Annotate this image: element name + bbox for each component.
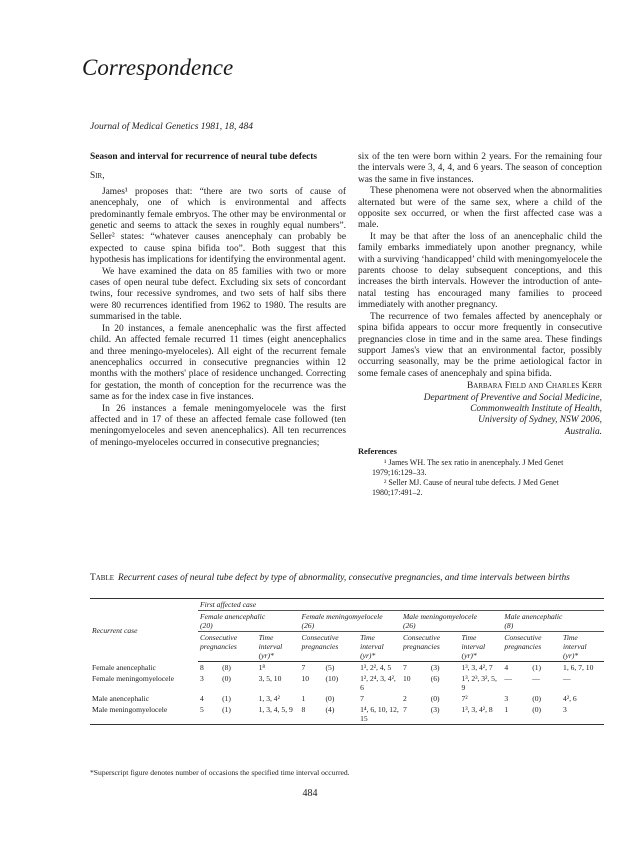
table-cell: 3	[504, 694, 509, 703]
table-caption	[90, 573, 604, 585]
table-cell: 7²	[461, 694, 468, 703]
reference-2: ² Seller MJ. Cause of neural tube defects. J Med Genet 1980;17:491–2.	[372, 477, 559, 497]
table-cell: 1³, 3, 4², 8	[460, 704, 503, 725]
table-cell: 1², 2⁴, 3, 4², 6	[360, 674, 396, 692]
paragraph-3: In 20 instances, a female anencephalic was the first affected child. An affected female recurred 11 times (eight anencephalics and three meningo-myeloceles). All eight of the recurrent female anencephalics occurred in consecutive pregnancies within 12 months with the mothers' place of residence unchanged. Correcting for gestation, the month of conception for the recurrence was the same as for the index case in five instances.	[90, 323, 346, 403]
table-row	[90, 673, 604, 693]
table-cell: 7	[360, 694, 364, 703]
table-cell: (1)	[222, 694, 231, 703]
subheader-interval-1: Time interval (yr)*	[257, 632, 300, 662]
row-label: Female meningomyelocele	[92, 674, 175, 683]
group-header-female-meningomyelocele: Female meningomyelocele (26)	[299, 611, 400, 632]
section-title: Correspondence	[82, 55, 234, 80]
table-cell: 3, 5, 10	[258, 674, 282, 683]
table-cell: (0)	[530, 704, 561, 725]
table-cell: (1)	[220, 704, 257, 725]
salutation: Sir,	[90, 171, 105, 182]
table-cell: 1³, 2², 4, 5	[360, 663, 392, 672]
table-cell: 1³, 2³, 3², 5, 9	[461, 674, 497, 692]
group-header-male-anencephalic: Male anencephalic (8)	[502, 611, 604, 632]
table-cell: 8	[299, 704, 323, 725]
table-cell: 1, 6, 7, 10	[563, 663, 594, 672]
paragraph-2: We have examined the data on 85 families with two or more cases of open neural tube defect. Excluding six sets of concordant twins, four recessive syndromes, and two sets of half sibs there were 80 recurrences identified from 1962 to 1980. The results are summarised in the table.	[90, 266, 346, 323]
table-cell: (3)	[430, 663, 440, 672]
table-cell: 1⁸	[258, 663, 266, 672]
table-cell: —	[504, 674, 512, 683]
paragraph-4: In 26 instances a female meningomyelocele was the first affected and in 17 of these an affected female case followed (ten meningomyeloceles and seven anencephalics). All ten recurrences of meningo-myeloceles occurred in consecutive pregnancies;	[90, 403, 346, 448]
group-header-male-meningomyelocele: Male meningomyelocele (26)	[401, 611, 502, 632]
subheader-interval-2: Time interval (yr)*	[358, 632, 401, 662]
recurrent-case-header: Recurrent case	[90, 599, 198, 662]
article-title: Season and interval for recurrence of neural tube defects	[90, 152, 318, 162]
subheader-consecutive-2: Consecutive pregnancies	[299, 632, 358, 662]
affiliation-line-4: Australia.	[564, 426, 602, 437]
table-cell: 10	[301, 674, 310, 683]
data-table	[90, 598, 604, 725]
table-cell: (8)	[222, 663, 231, 672]
affiliation-line-3: University of Sydney, NSW 2006,	[478, 415, 602, 426]
row-label: Male meningomyelocele	[90, 704, 198, 725]
table-cell: 1, 3, 4, 5, 9	[257, 704, 300, 725]
table-cell: (4)	[324, 704, 359, 725]
table-cell: 5	[198, 704, 220, 725]
table-cell: 2	[402, 694, 407, 703]
table-row	[90, 704, 604, 725]
table-cell: (0)	[222, 674, 231, 683]
affiliation-line-1: Department of Preventive and Social Medicine,	[423, 392, 602, 403]
paragraph-7: It may be that after the loss of an anencephalic child the family embarks immediately upon another pregnancy, while with a surviving ‘handicapped’ child with meningomyelocele the parents choose to delay subsequent conceptions, and this increases the birth intervals. However the introduction of ante-natal testing has encouraged many families to proceed immediately with another pregnancy.	[358, 231, 602, 311]
author-signature: Barbara Field and Charles Kerr	[467, 381, 602, 392]
table-cell: 10	[402, 674, 411, 683]
reference-1: ¹ James WH. The sex ratio in anencephaly. J Med Genet 1979;16:129–33.	[372, 457, 564, 477]
table-cell: 1³, 3, 4², 7	[461, 663, 493, 672]
table-cell: 1	[301, 694, 306, 703]
table-cell: (6)	[430, 674, 440, 683]
table-cell: 4	[200, 694, 204, 703]
table-cell: 1, 3, 4²	[258, 694, 280, 703]
left-column	[90, 152, 346, 449]
group-header-female-anencephalic: Female anencephalic (20)	[198, 611, 299, 632]
table-label: Table	[90, 573, 115, 583]
table-cell: 7	[402, 663, 407, 672]
paragraph-5: six of the ten were born within 2 years. For the remaining four the intervals were 3, 4, 4, and 6 years. The season of conception was the same in five instances.	[358, 152, 602, 185]
table-cell: 3	[561, 704, 604, 725]
table-footnote: *Superscript figure denotes number of occasions the specified time interval occurred.	[90, 768, 350, 777]
table-cell: (0)	[532, 694, 542, 703]
right-column	[358, 152, 602, 498]
table-cell: (1)	[532, 663, 542, 672]
table-cell: (5)	[325, 663, 335, 672]
table-cell: 1	[502, 704, 530, 725]
table-cell: 1⁴, 6, 10, 12, 15	[358, 704, 401, 725]
subheader-consecutive-4: Consecutive pregnancies	[502, 632, 561, 662]
affiliation-line-2: Commonwealth Institute of Health,	[470, 403, 602, 414]
table-cell: 4², 6	[563, 694, 577, 703]
subheader-interval-4: Time interval (yr)*	[561, 632, 604, 662]
table-cell: 7	[301, 663, 306, 672]
paragraph-6: These phenomena were not observed when the abnormalities alternated but were of the same sex, where a child of the opposite sex occurred, or when the first affected case was a male.	[358, 186, 602, 231]
table-caption-text: Recurrent cases of neural tube defect by type of abnormality, consecutive pregnancies, and time intervals between births	[118, 573, 570, 583]
first-affected-header: First affected case	[198, 599, 604, 611]
subheader-consecutive-1: Consecutive pregnancies	[198, 632, 257, 662]
row-label: Male anencephalic	[92, 694, 150, 703]
table-cell: —	[532, 674, 540, 683]
table-row	[90, 662, 604, 674]
table-cell: (0)	[325, 694, 335, 703]
table-cell: 8	[200, 663, 204, 672]
journal-reference: Journal of Medical Genetics 1981, 18, 484	[90, 122, 254, 132]
paragraph-8: The recurrence of two females affected by anencephaly or spina bifida appears to occur more frequently in consecutive pregnancies close in time and in the same area. These findings support James's view that an environmental factor, possibly occurring seasonally, may be the prime aetiological factor in some female cases of anencephaly and spina bifida.	[358, 311, 602, 379]
table-cell: 4	[504, 663, 509, 672]
table-cell: 7	[401, 704, 429, 725]
table-cell: —	[563, 674, 571, 683]
paragraph-1: James¹ proposes that: “there are two sorts of cause of anencephaly, one of which is environmental and affects predominantly female embryos. The other may be environmental or genetic and seems to attack the sexes in roughly equal numbers”. Seller² states: “whatever causes anencephaly can probably be expected to cause spina bifida too”. Both suggest that this hypothesis has implications for identifying the environmental agent.	[90, 186, 346, 266]
row-label: Female anencephalic	[92, 662, 156, 672]
table-cell: (3)	[429, 704, 460, 725]
table-cell: (10)	[325, 674, 339, 683]
table-body	[90, 662, 604, 725]
references-title: References	[358, 447, 397, 457]
table-cell: 3	[200, 674, 204, 683]
subheader-interval-3: Time interval (yr)*	[460, 632, 503, 662]
subheader-consecutive-3: Consecutive pregnancies	[401, 632, 460, 662]
table-cell: (0)	[430, 694, 440, 703]
table-row	[90, 693, 604, 704]
page-number: 484	[302, 788, 318, 799]
